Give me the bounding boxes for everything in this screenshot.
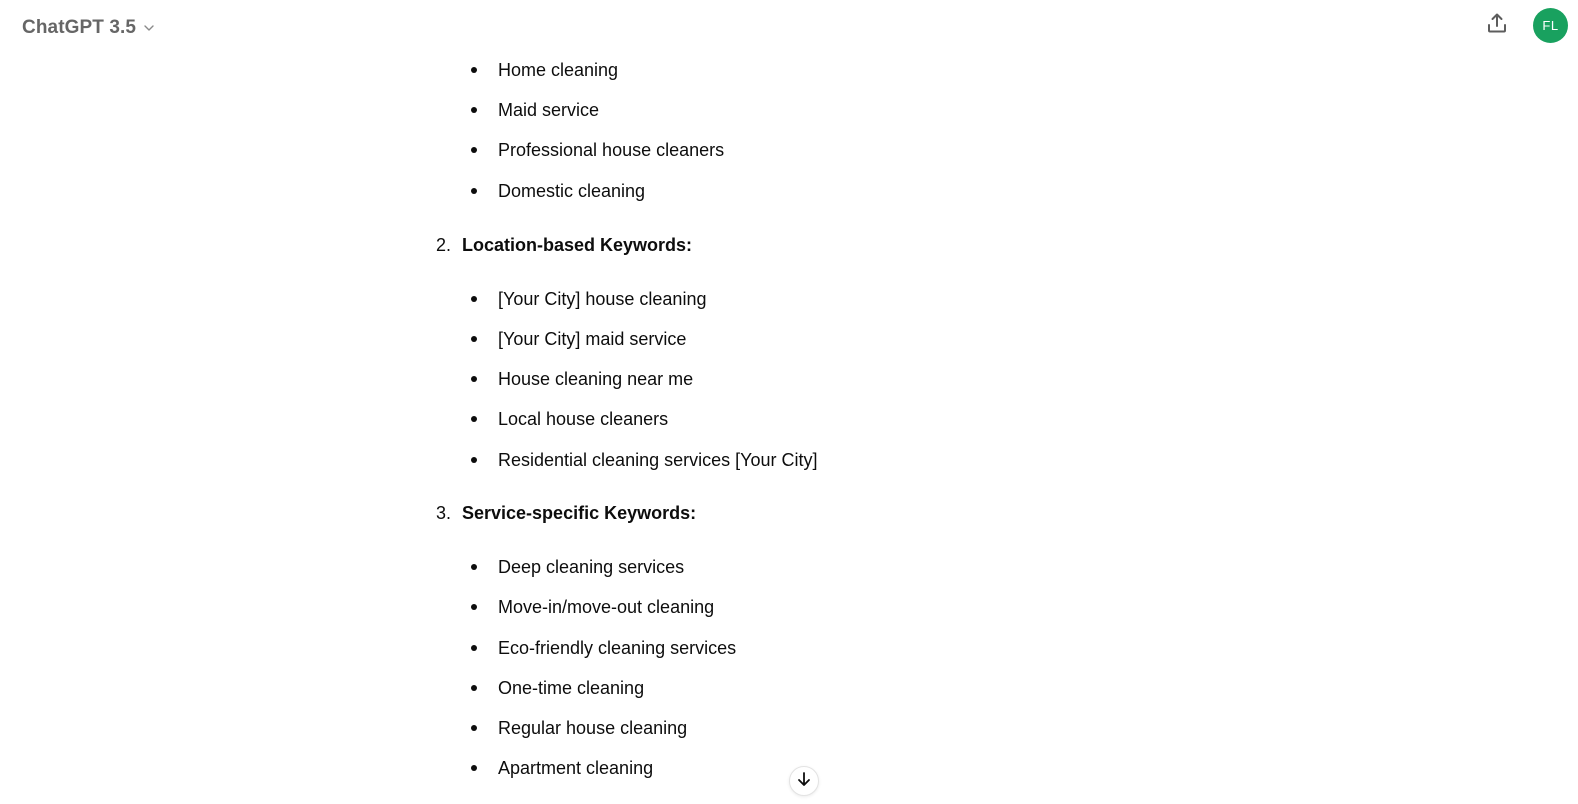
bullet-dot [471,564,477,570]
list-item-text: Move-in/move-out cleaning [498,597,715,617]
list-item-text: Residential cleaning services [Your City] [498,450,818,470]
list-item-text: Maid service [498,100,600,120]
chevron-down-icon [142,21,156,35]
section-number: 2. [436,235,452,255]
bullet-dot [471,645,477,651]
bullet-dot [471,685,477,691]
list-item-text: Eco-friendly cleaning services [498,638,737,658]
bullet-dot [471,107,477,113]
bullet-dot [471,336,477,342]
assistant-message [0,58,1578,804]
share-button[interactable] [1480,8,1514,42]
list-item-text: Domestic cleaning [498,181,646,201]
user-avatar[interactable] [1533,8,1568,43]
list-item-text: Professional house cleaners [498,140,725,160]
model-name: ChatGPT 3.5 [22,17,137,38]
list-item-text: Home cleaning [498,60,619,80]
list-item-text: Local house cleaners [498,409,669,429]
bullet-dot [471,765,477,771]
list-item-text: [Your City] maid service [498,329,687,349]
list-item-text: [Your City] house cleaning [498,289,707,309]
share-icon [1485,11,1509,40]
list-item-text: Deep cleaning services [498,557,685,577]
model-selector-button[interactable] [13,12,165,44]
avatar-initials: FL [1542,18,1559,33]
list-item-text: Regular house cleaning [498,718,688,738]
bullet-dot [471,725,477,731]
bullet-dot [471,457,477,463]
section-title: Service-specific Keywords: [462,503,697,523]
bullet-dot [471,376,477,382]
scroll-to-bottom-button[interactable] [789,766,819,796]
list-item-text: House cleaning near me [498,369,694,389]
bullet-dot [471,416,477,422]
arrow-down-icon [795,770,813,793]
bullet-dot [471,147,477,153]
top-header [0,0,1578,58]
bullet-dot [471,296,477,302]
bullet-dot [471,604,477,610]
section-number: 3. [436,503,452,523]
section-title: Location-based Keywords: [462,235,693,255]
list-item-text: Apartment cleaning [498,758,654,778]
bullet-dot [471,188,477,194]
bullet-dot [471,67,477,73]
list-item-text: One-time cleaning [498,678,645,698]
